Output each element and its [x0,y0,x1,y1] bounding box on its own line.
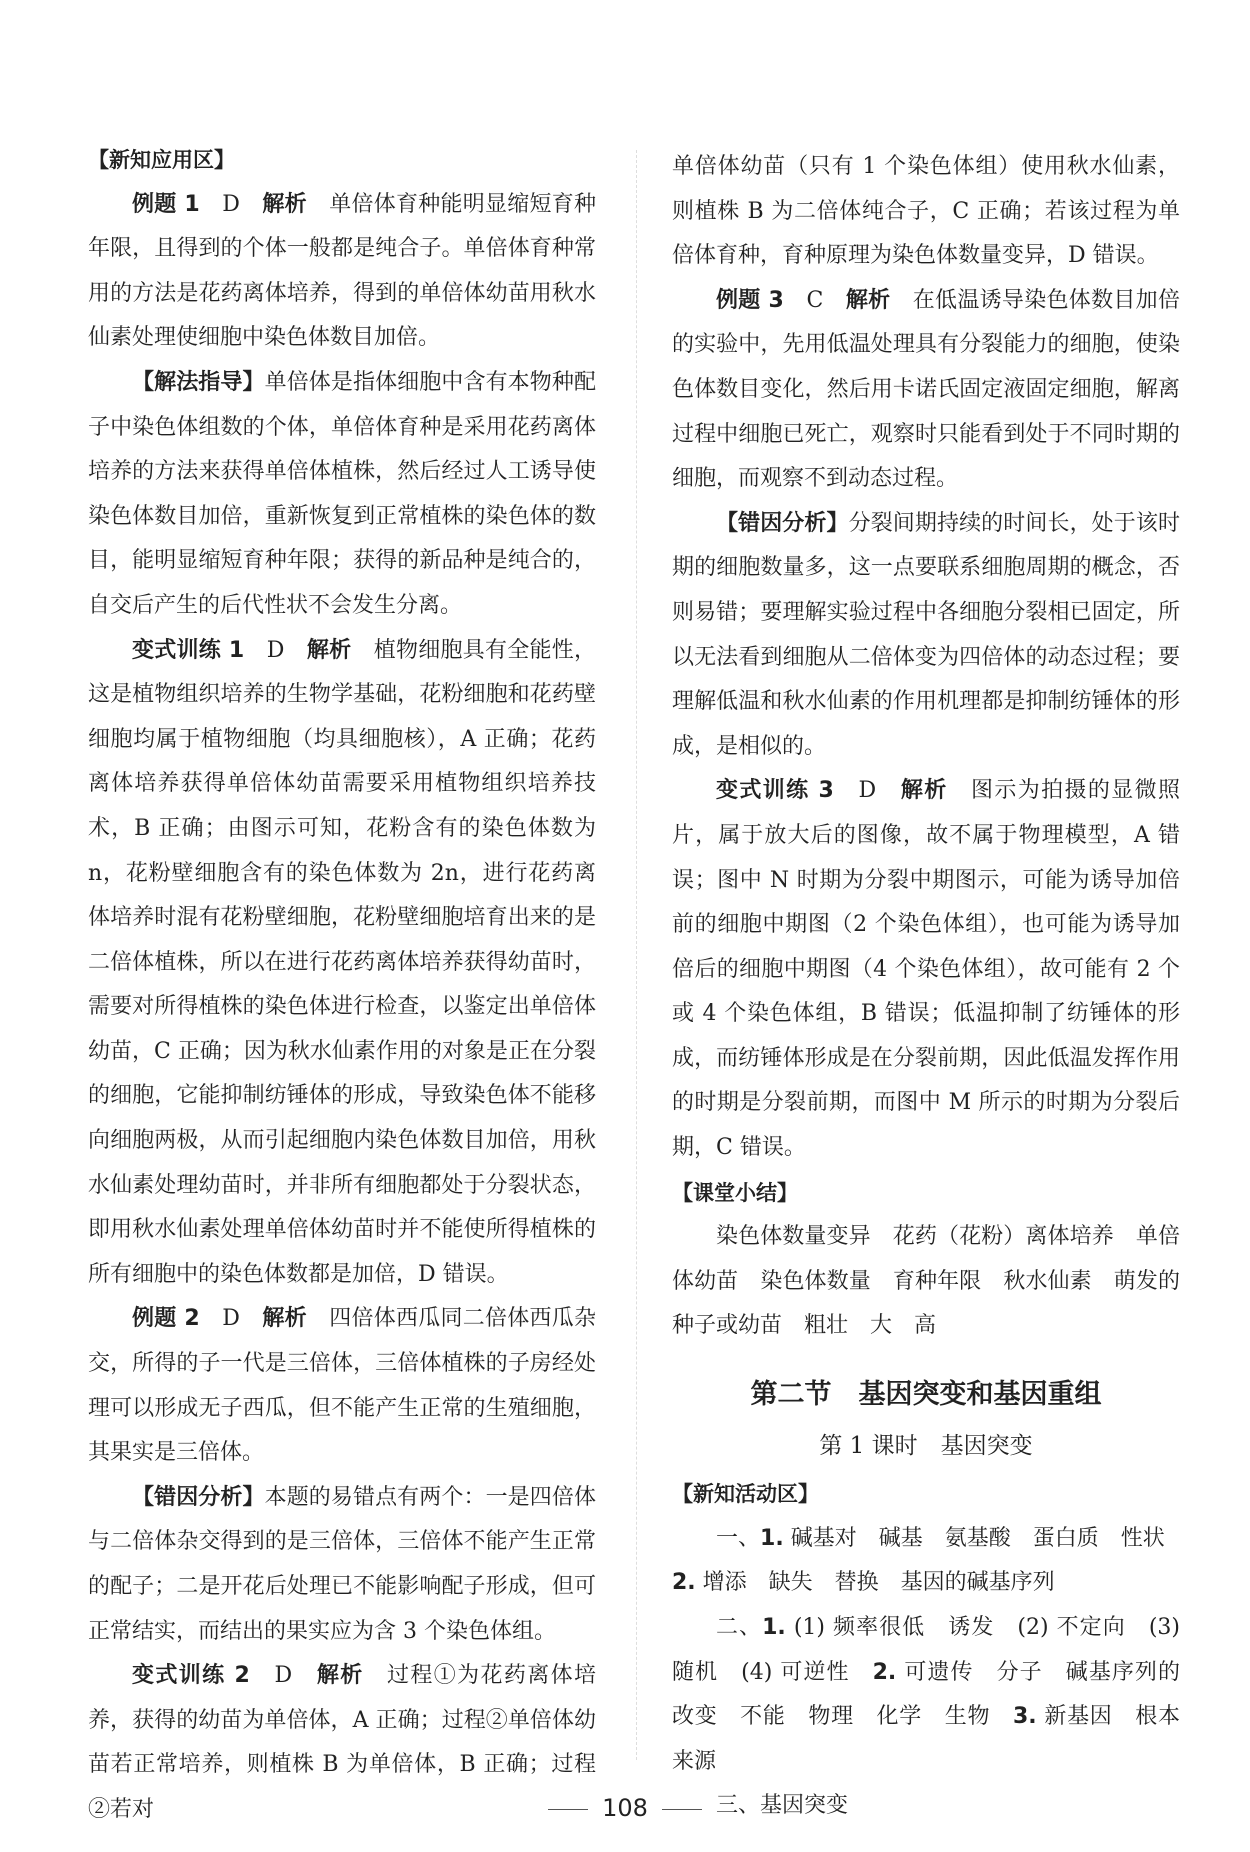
column-divider [636,150,637,1760]
lesson-title: 第 1 课时 基因突变 [819,1432,1033,1459]
variant-training-3: 变式训练 3 D 解析 图示为拍摄的显微照片，属于放大后的图像，故不属于物理模型，A 错误；图中 N 时期为分裂中期图示，可能为诱导加倍前的细胞中期图（2 个染色体组），也可能为诱导加倍后的细胞中期图（4 个染色体组），故可能有 2 个或 4 个染色体组，B 错误；低温抑制了纺锤体的形成，而纺锤体形成是在分裂前期，因此低温发挥作用的时期是分裂前期，而图中 M 所示的时期为分裂后期，C 错误。 [672,778,1180,1161]
page-number: 108 [0,1794,1250,1822]
activity-part-3: 三、基因突变 [716,1793,849,1819]
example-1: 例题 1 D 解析 单倍体育种能明显缩短育种年限，且得到的个体一般都是纯合子。单倍体育种常用的方法是花药离体培养，得到的单倍体幼苗用秋水仙素处理使细胞中染色体数目加倍。 [88,191,596,351]
right-column [672,145,1180,1829]
section-title-application: 【新知应用区】 [88,148,235,172]
error-analysis-3: 【错因分析】分裂间期持续的时间长，处于该时期的细胞数量多，这一点要联系细胞周期的概念，否则易错；要理解实验过程中各细胞分裂相已固定，所以无法看到细胞从二倍体变为四倍体的动态过程；要理解低温和秋水仙素的作用机理都是抑制纺锤体的形成，是相似的。 [672,510,1180,759]
section-title-activity: 【新知活动区】 [672,1482,819,1507]
example-2: 例题 2 D 解析 四倍体西瓜同二倍体西瓜杂交，所得的子一代是三倍体，三倍体植株的子房经处理可以形成无子西瓜，但不能产生正常的生殖细胞，其果实是三倍体。 [88,1306,596,1466]
activity-part-2: 二、1. (1) 频率很低 诱发 (2) 不定向 (3) 随机 (4) 可逆性 2. 可遗传 分子 碱基序列的改变 不能 物理 化学 生物 3. 新基因 根本来源 [672,1615,1180,1774]
left-column [88,138,596,1833]
example-3: 例题 3 C 解析 在低温诱导染色体数目加倍的实验中，先用低温处理具有分裂能力的细胞，使染色体数目变化，然后用卡诺氏固定液固定细胞，解离过程中细胞已死亡，观察时只能看到处于不同时期的细胞，而观察不到动态过程。 [672,287,1180,492]
method-guide: 【解法指导】单倍体是指体细胞中含有本物种配子中染色体组数的个体，单倍体育种是采用花药离体培养的方法来获得单倍体植株，然后经过人工诱导使染色体数目加倍，重新恢复到正常植株的染色体的数目，能明显缩短育种年限；获得的新品种是纯合的，自交后产生的后代性状不会发生分离。 [88,369,596,618]
chapter-title: 第二节 基因突变和基因重组 [750,1379,1102,1411]
variant-training-1: 变式训练 1 D 解析 植物细胞具有全能性，这是植物组织培养的生物学基础，花粉细胞和花药壁细胞均属于植物细胞（均具细胞核），A 正确；花药离体培养获得单倍体幼苗需要采用植物组织培养技术，B 正确；由图示可知，花粉含有的染色体数为 n，花粉壁细胞含有的染色体数为 2n，进行花药离体培养时混有花粉壁细胞，花粉壁细胞培育出来的是二倍体植株，所以在进行花药离体培养获得幼苗时，需要对所得植株的染色体进行检查，以鉴定出单倍体幼苗，C 正确；因为秋水仙素作用的对象是正在分裂的细胞，它能抑制纺锤体的形成，导致染色体不能移向细胞两极，从而引起细胞内染色体数目加倍，用秋水仙素处理幼苗时，并非所有细胞都处于分裂状态，即用秋水仙素处理单倍体幼苗时并不能使所得植株的所有细胞中的染色体数都是加倍，D 错误。 [88,637,596,1287]
activity-part-1: 一、1. 碱基对 碱基 氨基酸 蛋白质 性状 2. 增添 缺失 替换 基因的碱基序列 [672,1525,1165,1596]
variant-training-2-continued: 单倍体幼苗（只有 1 个染色体组）使用秋水仙素，则植株 B 为二倍体纯合子，C 正确；若该过程为单倍体育种，育种原理为染色体数量变异，D 错误。 [672,154,1180,269]
section-title-summary: 【课堂小结】 [672,1180,798,1205]
error-analysis-2: 【错因分析】本题的易错点有两个：一是四倍体与二倍体杂交得到的是三倍体，三倍体不能产生正常的配子；二是开花后处理已不能影响配子形成，但可正常结实，而结出的果实应为含 3 个染色体组。 [88,1484,596,1644]
summary-text: 染色体数量变异 花药（花粉）离体培养 单倍体幼苗 染色体数量 育种年限 秋水仙素 萌发的种子或幼苗 粗壮 大 高 [672,1224,1180,1339]
variant-training-2: 变式训练 2 D 解析 过程①为花药离体培养，获得的幼苗为单倍体，A 正确；过程②单倍体幼苗若正常培养，则植株 B 为单倍体，B 正确；过程②若对 [88,1663,596,1822]
